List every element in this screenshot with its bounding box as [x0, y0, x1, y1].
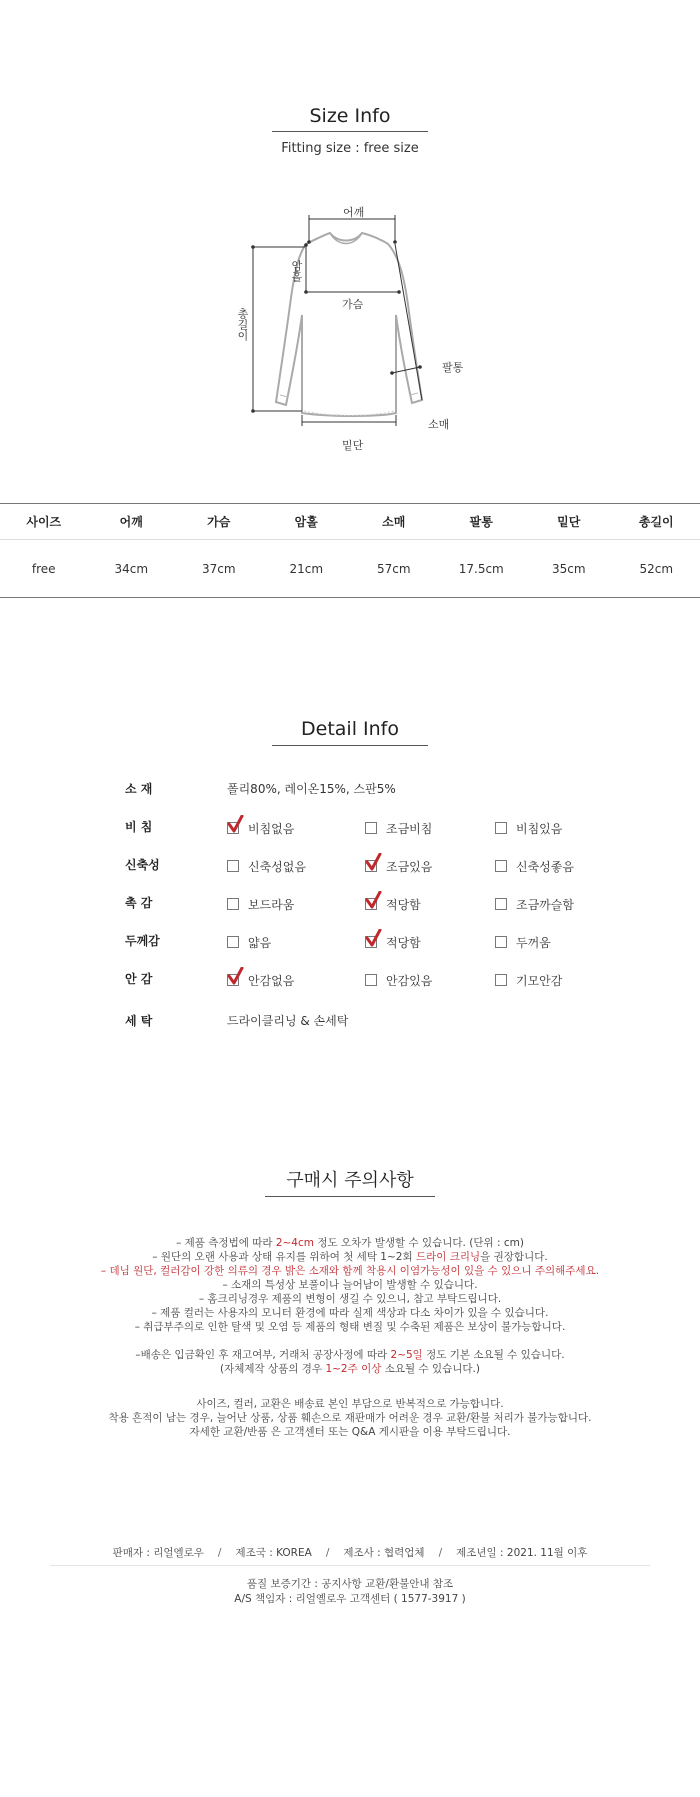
checkbox: [495, 860, 507, 872]
footer-date: 제조년일 : 2021. 11월 이후: [456, 1547, 588, 1559]
detail-row: [0, 970, 700, 990]
notice-text: – 원단의 오랜 사용과 상태 유지를 위하여 첫 세탁 1~2회: [152, 1251, 416, 1263]
detail-row: [0, 932, 700, 952]
size-table-header-cell: 팔통: [469, 515, 493, 529]
notice-text: 정도 오차가 발생할 수 있습니다. (단위 : cm): [314, 1237, 524, 1249]
size-table-header-cell: 총길이: [638, 515, 674, 529]
notice-title: 구매시 주의사항: [286, 1170, 414, 1191]
detail-info-rule: [272, 745, 428, 746]
exchange-line: 사이즈, 컬러, 교환은 배송료 본인 부담으로 반복적으로 가능합니다.: [196, 1398, 504, 1410]
checkbox: [495, 822, 507, 834]
size-table-header-cell: 암홀: [294, 515, 318, 529]
detail-value-wash: 드라이클리닝 & 손세탁: [227, 1014, 349, 1028]
fitting-size: Fitting size : free size: [281, 141, 419, 156]
label-hem: 밑단: [342, 439, 364, 452]
size-table-cell: 35cm: [551, 561, 586, 576]
checkmark-icon: [366, 853, 382, 871]
notice-line: [0, 1236, 700, 1251]
size-table-cell: 17.5cm: [458, 561, 504, 576]
notice-text: 정도 기본 소요될 수 있습니다.: [422, 1349, 565, 1361]
footer-as-contact: A/S 책임자 : 리얼옐로우 고객센터 ( 1577-3917 ): [234, 1593, 466, 1605]
footer-country: 제조국 : KOREA: [235, 1547, 312, 1559]
notice-text: (자체제작 상품의 경우: [220, 1363, 326, 1375]
footer-separator: /: [438, 1547, 443, 1559]
option-label: 적당함: [386, 897, 421, 912]
checkbox-checked: [227, 822, 239, 834]
option-label: 안감있음: [386, 973, 433, 988]
detail-label: 세 탁: [125, 1014, 153, 1028]
notice-warning-line: – 데님 원단, 컬러감이 강한 의류의 경우 밝은 소재와 함께 착용시 이염가능성이 있을 수 있으니 주의해주세요.: [100, 1265, 600, 1277]
checkbox: [365, 822, 377, 834]
size-table-row: [0, 540, 700, 598]
detail-option: [227, 894, 294, 914]
footer-warranty: 품질 보증기간 : 공지사항 교환/환불안내 참조: [246, 1578, 454, 1590]
detail-row: [0, 818, 700, 838]
exchange-line: 자세한 교환/반품 은 고객센터 또는 Q&A 게시판을 이용 부탁드립니다.: [189, 1426, 511, 1438]
detail-option: [495, 818, 562, 838]
label-sleeve: 소매: [428, 418, 450, 431]
footer-seller: 판매자 : 리얼엘로우: [112, 1547, 204, 1559]
detail-info-title: Detail Info: [301, 718, 399, 740]
checkbox: [227, 898, 239, 910]
checkbox: [227, 936, 239, 948]
detail-option: [365, 932, 421, 952]
option-label: 얇음: [248, 935, 272, 950]
option-label: 두꺼움: [516, 935, 551, 950]
notice-line: – 취급부주의로 인한 탈색 및 오염 등 제품의 형태 변질 및 수축된 제품은 보상이 불가능합니다.: [134, 1321, 566, 1333]
size-table-header-cell: 밑단: [557, 515, 581, 529]
detail-option: [227, 970, 294, 990]
detail-label: 안 감: [125, 972, 153, 986]
detail-option: [495, 856, 574, 876]
size-table-header-cell: 어깨: [119, 515, 143, 529]
detail-option: [495, 894, 574, 914]
detail-label: 두께감: [125, 934, 160, 948]
detail-option: [365, 856, 432, 876]
label-sleeve-width: 팔통: [442, 361, 464, 374]
shipping-line: [0, 1362, 700, 1377]
option-label: 신축성좋음: [516, 859, 574, 874]
footer-separator: /: [217, 1547, 222, 1559]
notice-highlight: 2~5일: [390, 1349, 423, 1361]
checkmark-icon: [366, 891, 382, 909]
checkbox-checked: [365, 898, 377, 910]
footer-separator: /: [325, 1547, 330, 1559]
detail-value-material: 폴리80%, 레이온15%, 스판5%: [227, 782, 396, 796]
notice-text: – 제품 측정법에 따라: [176, 1237, 276, 1249]
size-table-cell: 21cm: [289, 561, 324, 576]
option-label: 기모안감: [516, 973, 563, 988]
footer-divider: [50, 1565, 650, 1566]
size-table-cell: free: [31, 561, 56, 576]
checkbox: [495, 974, 507, 986]
size-table-header: [0, 503, 700, 540]
label-chest: 가슴: [342, 298, 364, 311]
checkbox: [365, 974, 377, 986]
label-shoulder: 어깨: [343, 206, 365, 219]
option-label: 비침있음: [516, 821, 563, 836]
detail-option: [365, 970, 432, 990]
notice-text: 을 권장합니다.: [480, 1251, 548, 1263]
checkbox: [227, 860, 239, 872]
detail-row-wash: [0, 1012, 700, 1032]
notice-line: – 제품 컬러는 사용자의 모니터 환경에 따라 실제 색상과 다소 차이가 있을 수 있습니다.: [151, 1307, 549, 1319]
detail-option: [227, 856, 306, 876]
shipping-line: [0, 1348, 700, 1363]
notice-title-rule: [265, 1196, 435, 1197]
detail-label: 촉 감: [125, 896, 153, 910]
size-info-rule: [272, 131, 428, 132]
detail-label: 비 침: [125, 820, 153, 834]
option-label: 조금비침: [386, 821, 433, 836]
detail-option: [495, 970, 562, 990]
option-label: 조금까슬함: [516, 897, 574, 912]
label-total-length: 총길이: [236, 308, 249, 341]
exchange-line: 착용 흔적이 남는 경우, 늘어난 상품, 상품 훼손으로 재판매가 어려운 경우 교환/환불 처리가 불가능합니다.: [108, 1412, 592, 1424]
checkmark-icon: [228, 967, 244, 985]
size-info-title: Size Info: [309, 105, 391, 127]
footer-manufacturer-info: [0, 1545, 700, 1560]
notice-highlight: 2~4cm: [275, 1237, 314, 1249]
notice-highlight: 1~2주 이상: [325, 1363, 382, 1375]
size-table-header-cell: 소매: [382, 515, 406, 529]
detail-option: [227, 932, 271, 952]
size-table-cell: 37cm: [201, 561, 236, 576]
notice-line: – 소재의 특성상 보풀이나 늘어남이 발생할 수 있습니다.: [222, 1279, 478, 1291]
notice-text: 소요될 수 있습니다.): [381, 1363, 480, 1375]
option-label: 보드라움: [248, 897, 295, 912]
notice-text: –배송은 입금확인 후 재고여부, 거래처 공장사정에 따라: [135, 1349, 391, 1361]
detail-option: [365, 894, 421, 914]
size-table-header-cell: 사이즈: [26, 515, 62, 529]
checkbox-checked: [365, 936, 377, 948]
checkmark-icon: [366, 929, 382, 947]
size-table-cell: 57cm: [376, 561, 411, 576]
checkbox-checked: [227, 974, 239, 986]
size-table-cell: 34cm: [114, 561, 149, 576]
size-table-cell: 52cm: [639, 561, 674, 576]
size-table: [0, 503, 700, 598]
option-label: 적당함: [386, 935, 421, 950]
detail-row: [0, 894, 700, 914]
label-armhole: 암홀: [290, 260, 303, 282]
detail-label: 소 재: [125, 782, 153, 796]
option-label: 조금있음: [386, 859, 433, 874]
option-label: 신축성없음: [248, 859, 306, 874]
notice-line: – 홈크리닝경우 제품의 변형이 생길 수 있으니, 참고 부탁드립니다.: [198, 1293, 502, 1305]
option-label: 안감없음: [248, 973, 295, 988]
footer-maker: 제조사 : 협력업체: [343, 1547, 425, 1559]
size-diagram: [230, 195, 480, 460]
checkbox-checked: [365, 860, 377, 872]
detail-option: [495, 932, 551, 952]
detail-option: [365, 818, 432, 838]
detail-option: [227, 818, 294, 838]
size-table-header-cell: 가슴: [207, 515, 231, 529]
detail-row-material: [0, 780, 700, 800]
option-label: 비침없음: [248, 821, 295, 836]
checkbox: [495, 936, 507, 948]
checkmark-icon: [228, 815, 244, 833]
detail-label: 신축성: [125, 858, 160, 872]
detail-row: [0, 856, 700, 876]
checkbox: [495, 898, 507, 910]
notice-highlight: 드라이 크리닝: [415, 1251, 481, 1263]
notice-line: [0, 1250, 700, 1265]
